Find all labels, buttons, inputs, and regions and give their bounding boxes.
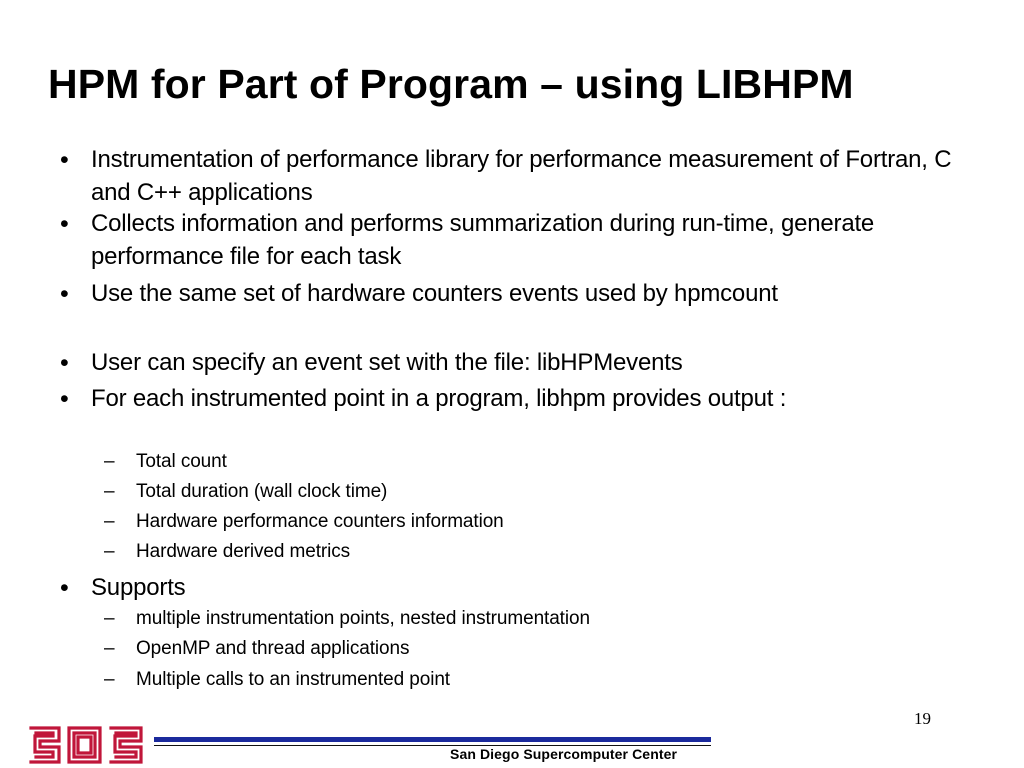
sub-marker: – [104,481,115,502]
sub-marker: – [104,451,115,472]
bullet-marker: • [60,146,69,174]
page-number: 19 [914,709,931,728]
bullet-text: Collects information and performs summarization during run-time, generate performance file for each task [91,210,875,270]
bullet-marker: • [60,349,69,377]
bullet-marker: • [60,385,69,413]
bullet-marker: • [60,280,69,308]
bullet-text: Instrumentation of performance library for performance measurement of Fortran, C and C++ applications [91,146,952,206]
bullet-marker: • [60,210,69,238]
sub-text: OpenMP and thread applications [136,638,410,659]
sub-text: Multiple calls to an instrumented point [136,669,450,690]
sdsc-logo-icon [28,723,144,767]
bullet-text: Use the same set of hardware counters events used by hpmcount [91,280,778,307]
bullet-marker: • [60,574,69,602]
footer-accent-bar [154,737,711,742]
sub-marker: – [104,541,115,562]
sub-text: multiple instrumentation points, nested instrumentation [136,608,590,629]
sub-marker: – [104,638,115,659]
slide-title: HPM for Part of Program – using LIBHPM [48,61,854,107]
sub-text: Hardware performance counters information [136,511,504,532]
bullet-text: User can specify an event set with the file: libHPMevents [91,349,683,376]
bullet-text: Supports [91,574,186,601]
sub-marker: – [104,608,115,629]
sub-text: Total count [136,451,227,472]
sub-marker: – [104,511,115,532]
sub-text: Total duration (wall clock time) [136,481,388,502]
sub-marker: – [104,669,115,690]
organization-name: San Diego Supercomputer Center [450,746,678,762]
sub-text: Hardware derived metrics [136,541,351,562]
bullet-text: For each instrumented point in a program, libhpm provides output : [91,385,787,412]
